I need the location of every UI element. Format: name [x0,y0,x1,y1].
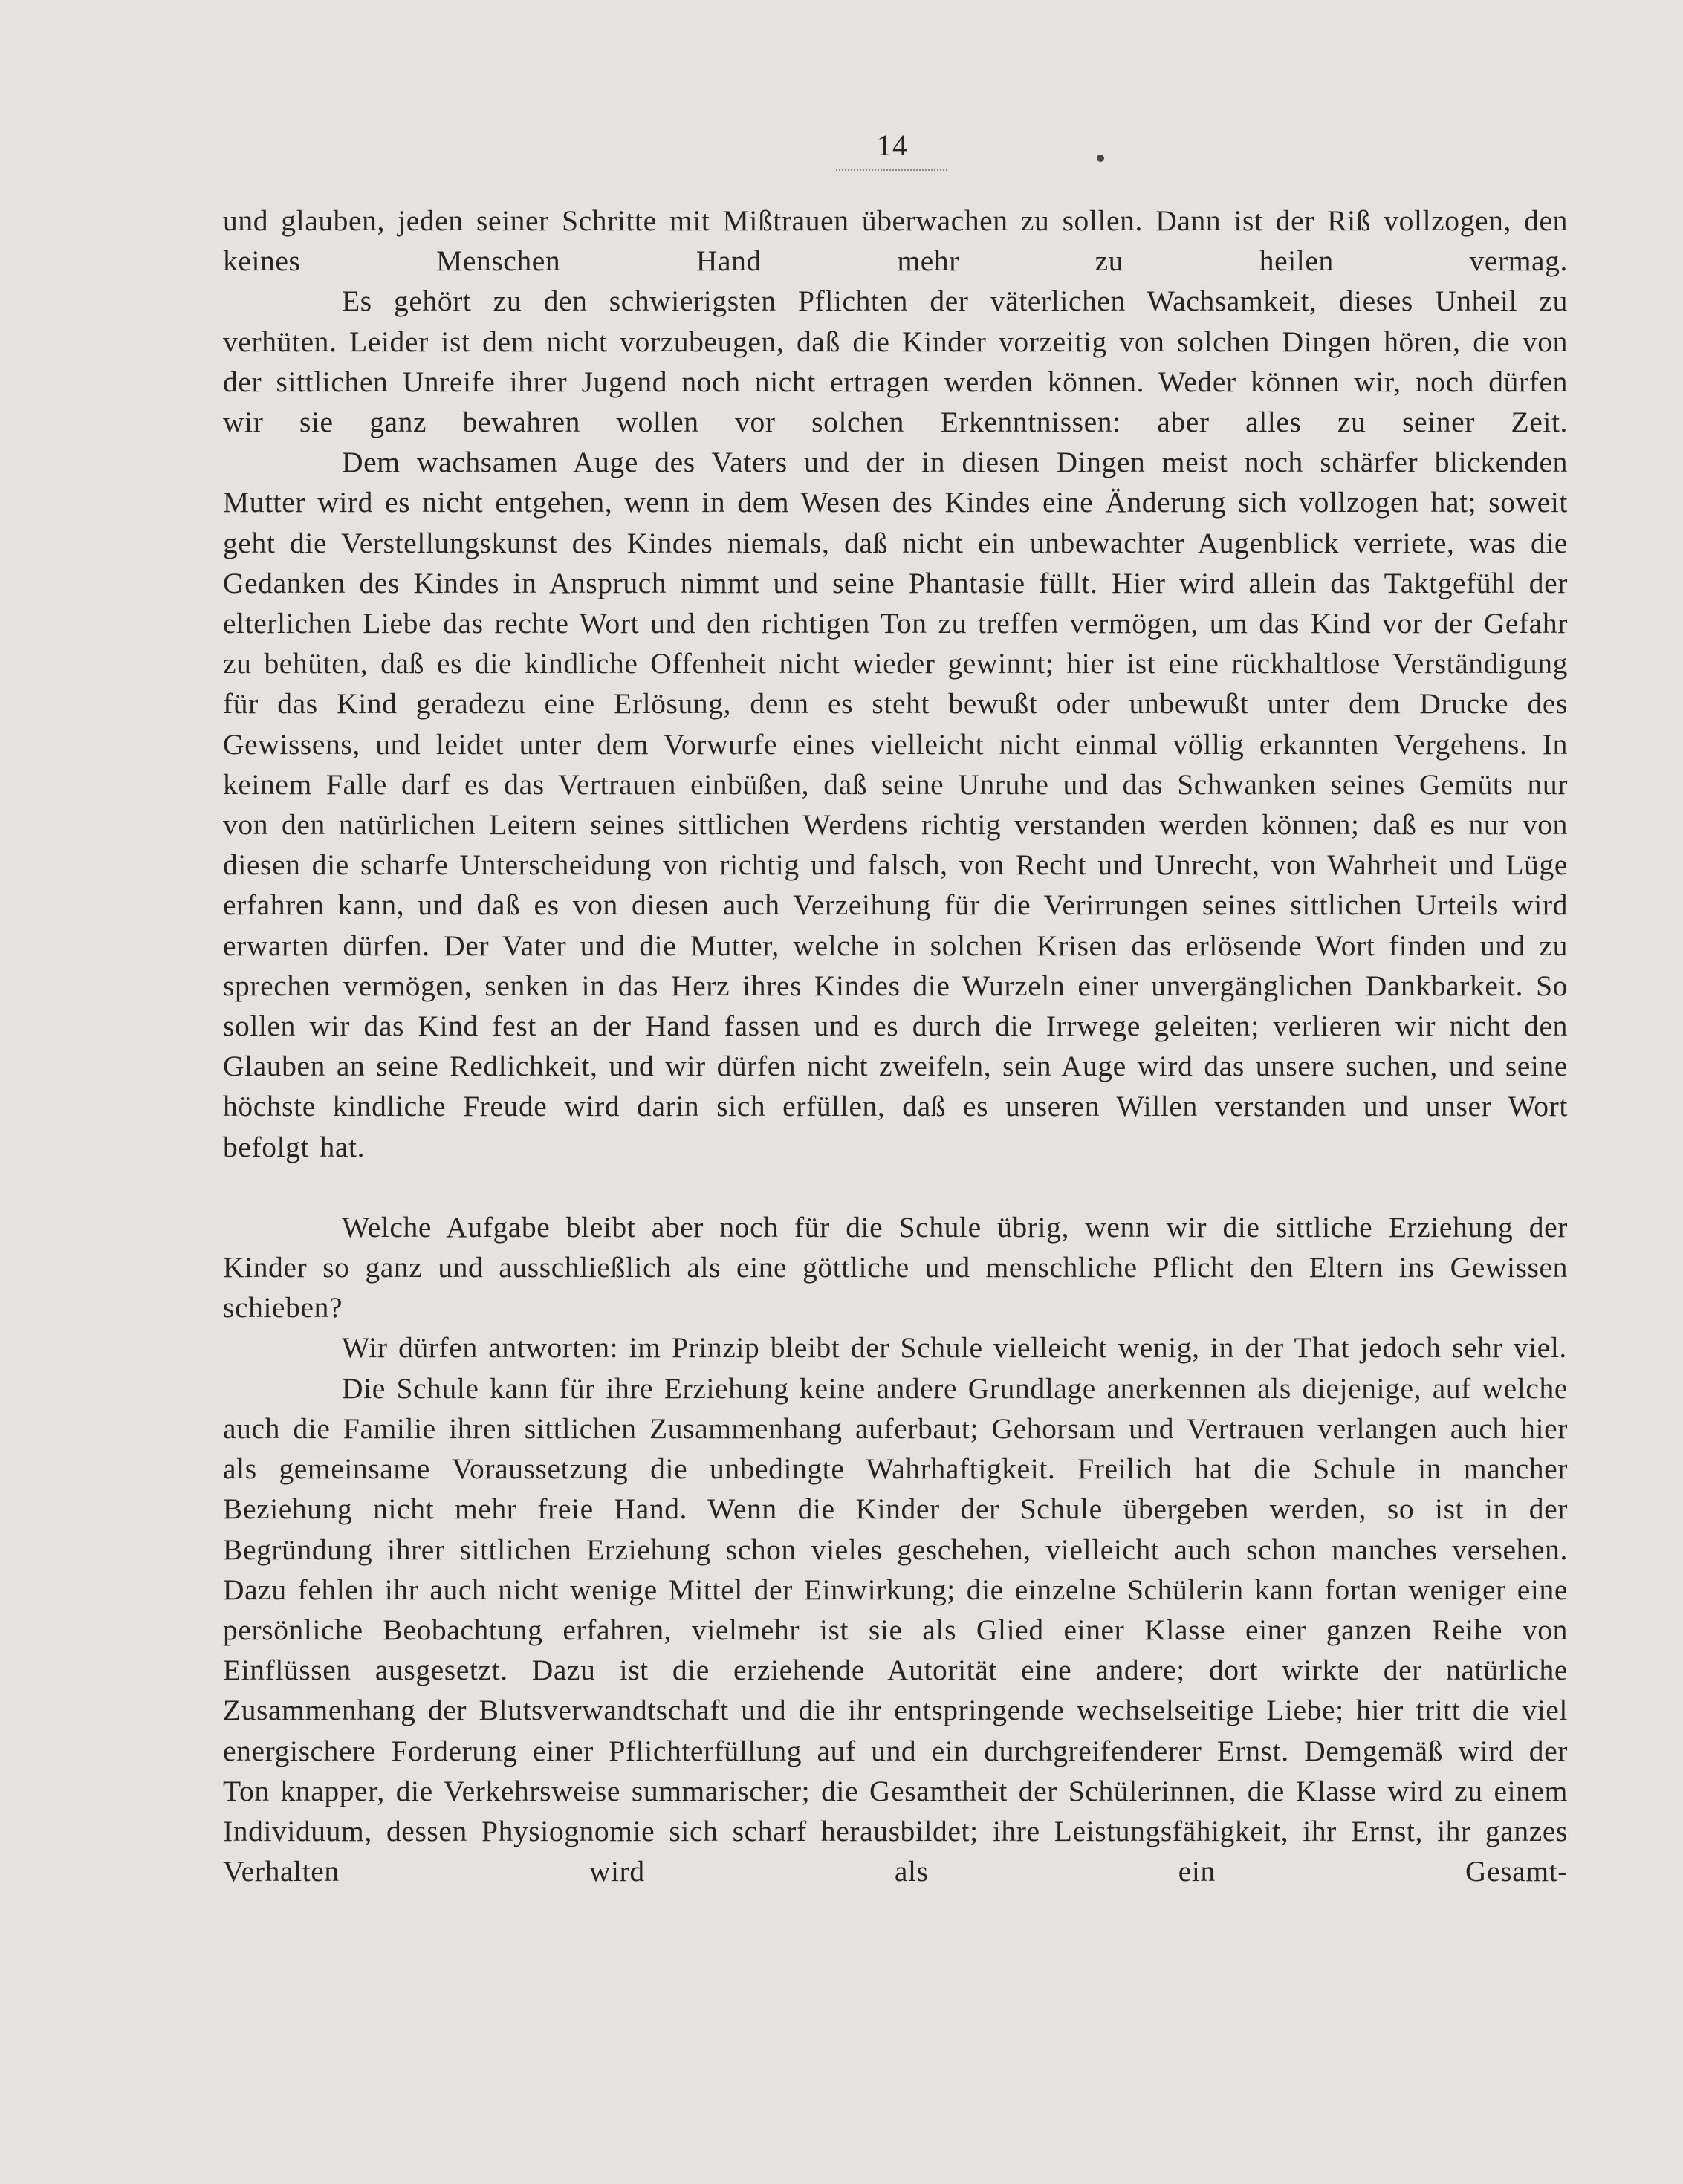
paragraph: Dem wachsamen Auge des Vaters und der in diesen Dingen meist noch schärfer blickenden Mutter wird es nicht entgehen, wenn in dem Wesen des Kindes eine Änderung sich vollzogen hat; soweit geht die Verstellungskunst des Kindes niemals, daß nicht ein unbewachter Augenblick verriete, was die Gedanken des Kindes in Anspruch nimmt und seine Phantasie füllt. Hier wird allein das Taktgefühl der elterlichen Liebe das rechte Wort und den richtigen Ton zu treffen vermögen, um das Kind vor der Gefahr zu behüten, daß es die kindliche Offenheit nicht wieder gewinnt; hier ist eine rückhaltlose Verständigung für das Kind geradezu eine Erlösung, denn es steht bewußt oder unbewußt unter dem Drucke des Gewissens, und leidet unter dem Vorwurfe eines vielleicht nicht einmal völlig erkannten Vergehens. In keinem Falle darf es das Vertrauen einbüßen, daß seine Unruhe und das Schwanken seines Gemüts nur von den natürlichen Leitern seines sittlichen Werdens richtig verstanden werden können; daß es nur von diesen die scharfe Unterscheidung von richtig und falsch, von Recht und Unrecht, von Wahrheit und Lüge erfahren kann, und daß es von diesen auch Verzeihung für die Verirrungen seines sittlichen Urteils wird erwarten dürfen. Der Vater und die Mutter, welche in solchen Krisen das erlösende Wort finden und zu sprechen vermögen, senken in das Herz ihres Kindes die Wurzeln einer unvergänglichen Dankbarkeit. So sollen wir das Kind fest an der Hand fassen und es durch die Irrwege geleiten; verlieren wir nicht den Glauben an seine Redlichkeit, und wir dürfen nicht zweifeln, sein Auge wird das unsere suchen, und seine höchste kindliche Freude wird darin sich erfüllen, daß es unseren Willen verstanden und unser Wort befolgt hat. [223,446,1568,1163]
section-break [223,1167,1568,1207]
paragraph: Wir dürfen antworten: im Prinzip bleibt der Schule vielleicht wenig, in der That jedoch sehr viel. [342,1331,1567,1365]
paragraph: Welche Aufgabe bleibt aber noch für die Schule übrig, wenn wir die sittliche Erziehung der Kinder so ganz und ausschließlich als eine göttliche und menschliche Pflicht den Eltern ins Gewissen schieben? [223,1210,1568,1325]
page-number: 14 [877,129,908,162]
paragraph: Die Schule kann für ihre Erziehung keine andere Grundlage anerkennen als diejenige, auf welche auch die Familie ihren sittlichen Zusammenhang auferbaut; Gehorsam und Vertrauen verlangen auch hier als gemeinsame Voraussetzung die unbedingte Wahrhaftigkeit. Freilich hat die Schule in mancher Beziehung nicht mehr freie Hand. Wenn die Kinder der Schule übergeben werden, so ist in der Begründung ihrer sittlichen Erziehung schon vieles geschehen, vielleicht auch schon manches versehen. Dazu fehlen ihr auch nicht wenige Mittel der Einwirkung; die einzelne Schülerin kann fortan weniger eine persönliche Beobachtung erfahren, vielmehr ist sie als Glied einer Klasse einer ganzen Reihe von Einflüssen ausgesetzt. Dazu ist die erziehende Autorität eine andere; dort wirkte der natürliche Zusammenhang der Blutsverwandtschaft und die ihr entspringende wechselseitige Liebe; hier tritt die viel energischere Forderung einer Pflichterfüllung auf und ein durchgreifenderer Ernst. Demgemäß wird der Ton knapper, die Verkehrsweise summarischer; die Gesamtheit der Schülerinnen, die Klasse wird zu einem Individuum, dessen Physiognomie sich scharf herausbildet; ihre Leistungsfähigkeit, ihr Ernst, ihr ganzes Verhalten wird als ein Gesamt- [223,1371,1568,1888]
ink-speck [1097,155,1104,162]
page-number-underline [836,169,947,171]
body-text [223,201,1568,1891]
paragraph: Es gehört zu den schwierigsten Pflichten der väterlichen Wachsamkeit, dieses Unheil zu verhüten. Leider ist dem nicht vorzubeugen, daß die Kinder vorzeitig von solchen Dingen hören, die von der sittlichen Unreife ihrer Jugend noch nicht ertragen werden können. Weder können wir, noch dürfen wir sie ganz bewahren wollen vor solchen Erkenntnissen: aber alles zu seiner Zeit. [223,285,1568,439]
paragraph: und glauben, jeden seiner Schritte mit Mißtrauen überwachen zu sollen. Dann ist der Riß vollzogen, den keines Menschen Hand mehr zu heilen vermag. [223,204,1568,278]
